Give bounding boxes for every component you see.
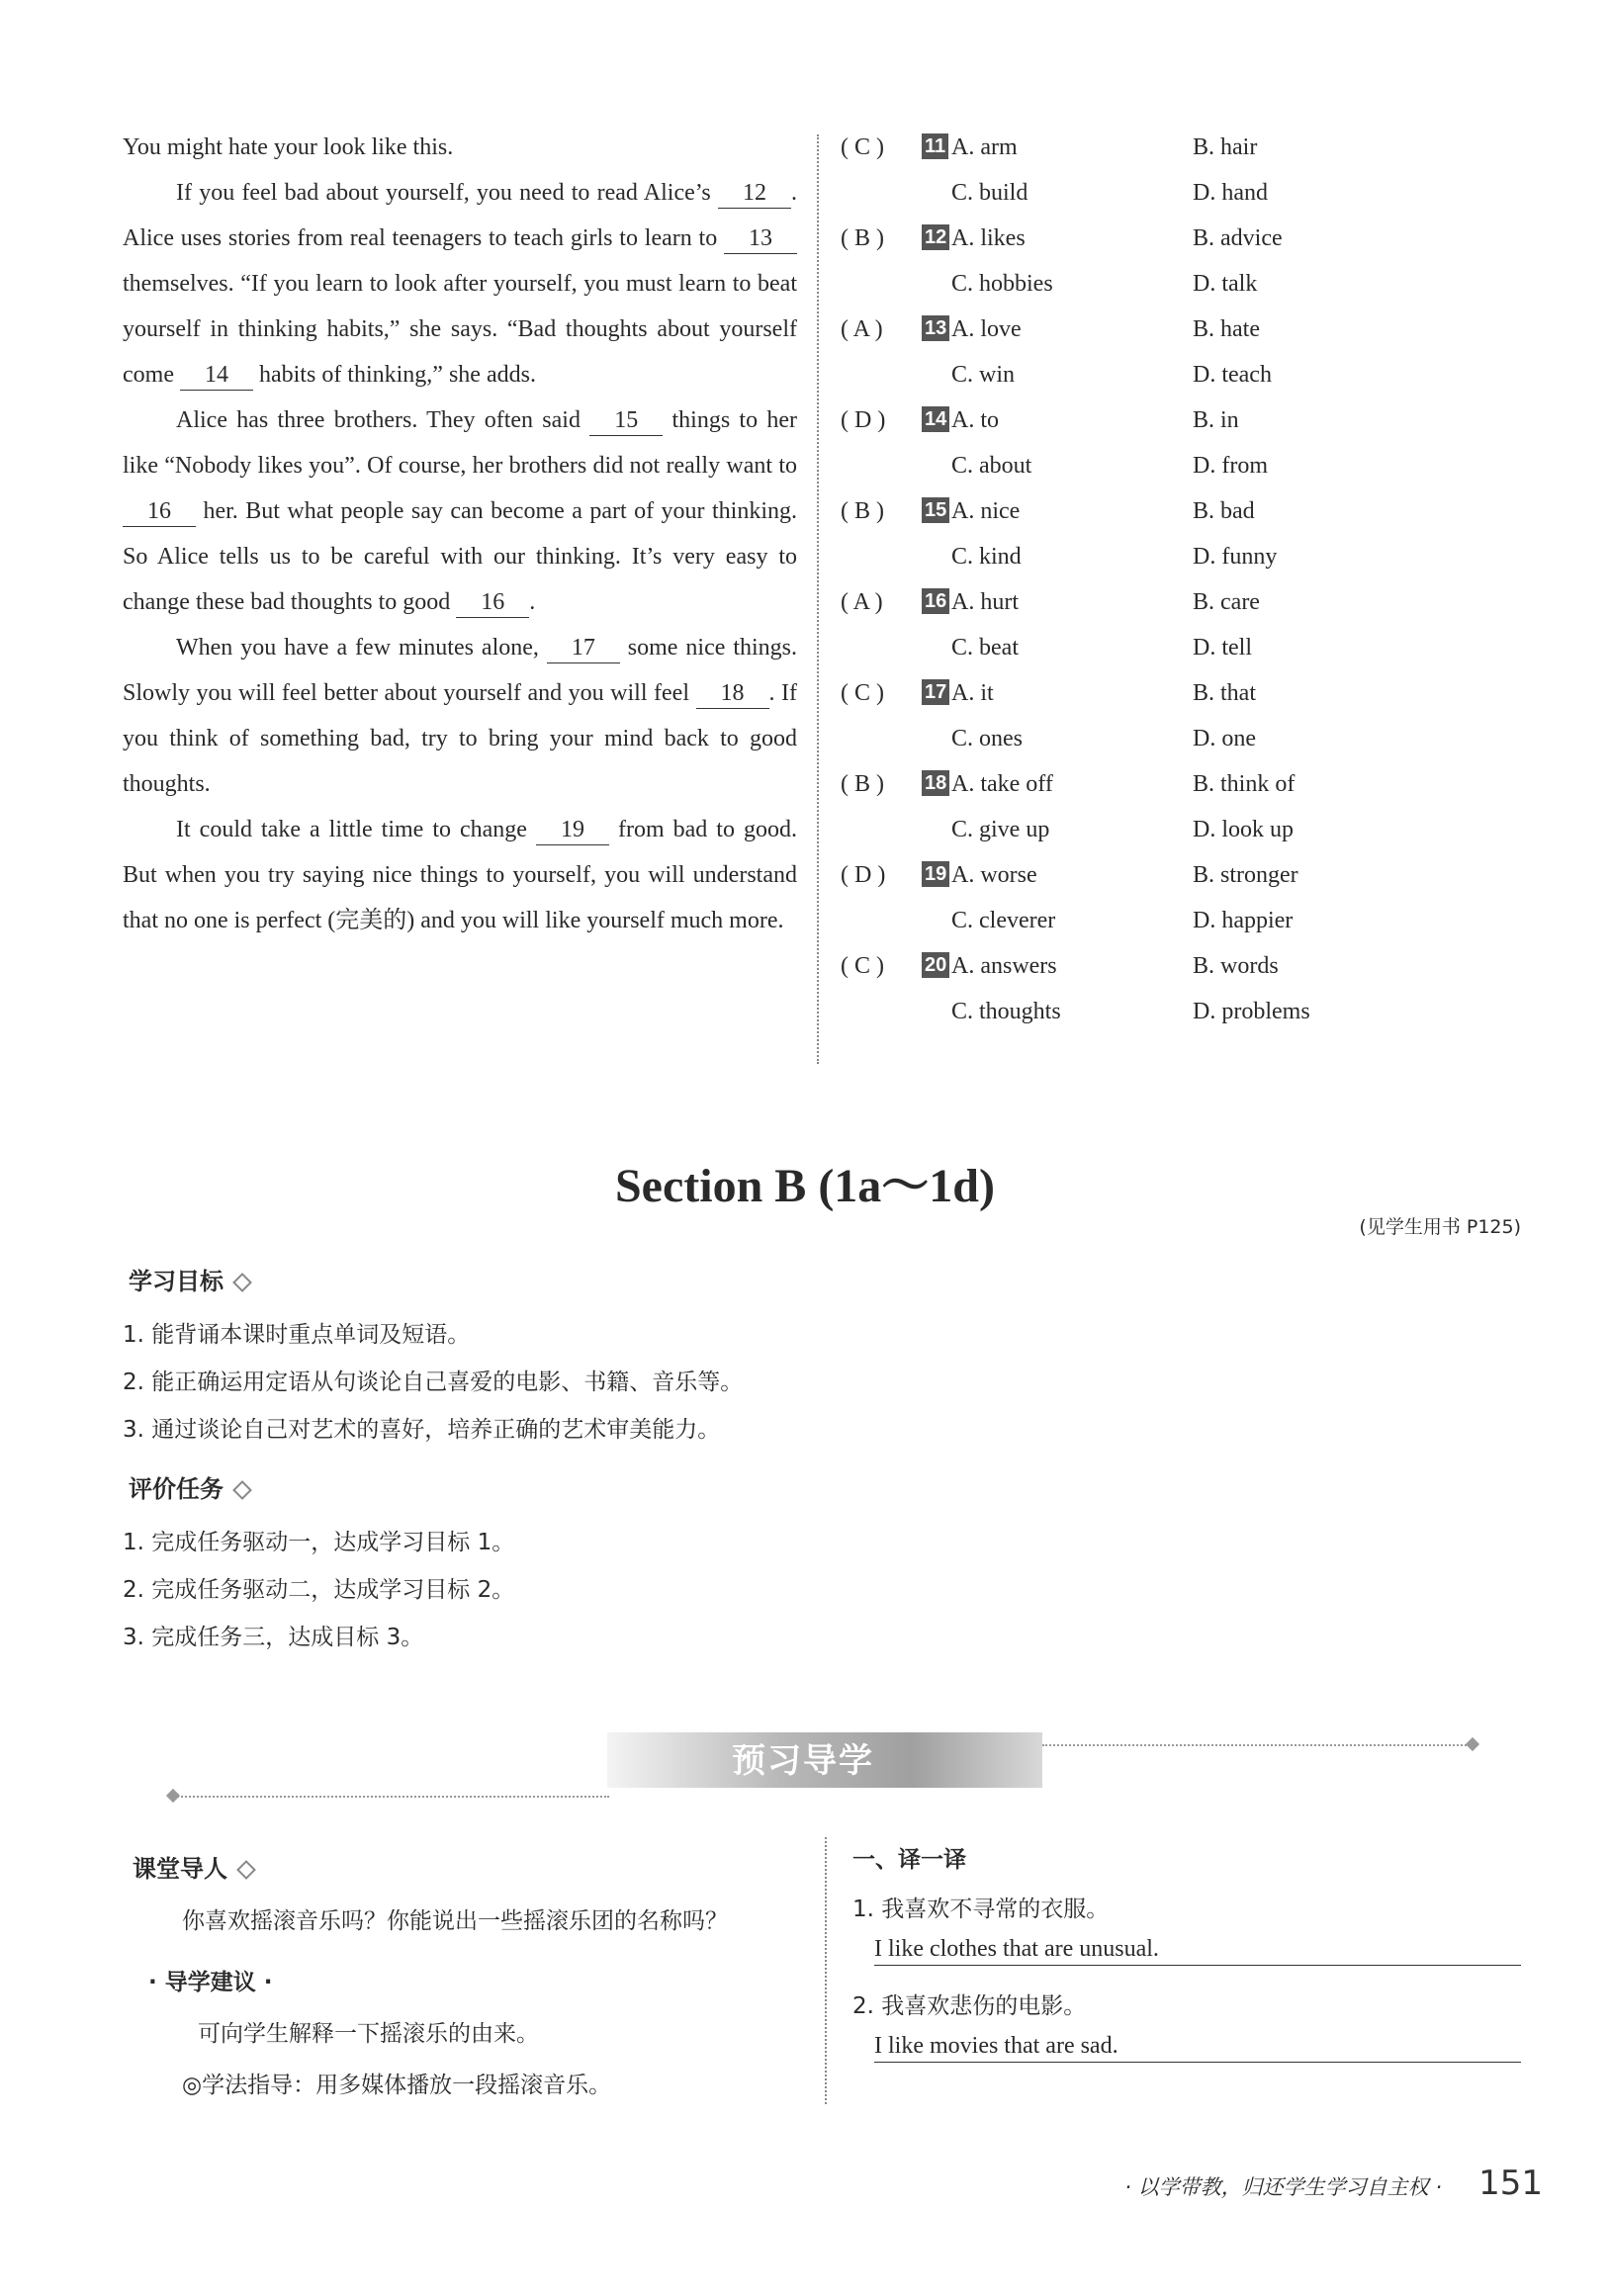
banner-line-left [174, 1796, 609, 1798]
option-b: B. in [1193, 407, 1239, 433]
question-number: 18 [922, 770, 949, 796]
blank-17: 17 [547, 633, 620, 663]
option-d: D. happier [1193, 908, 1294, 933]
passage-text: Alice has three brothers. They often said [176, 407, 581, 433]
answer: ( B ) [841, 225, 884, 251]
diamond-icon [232, 1480, 252, 1500]
passage-line: You might hate your look like this. [123, 134, 454, 160]
question-number: 20 [922, 952, 949, 978]
section-title: Section B (1a～1d) [614, 1160, 995, 1212]
option-a: A. answers [951, 953, 1057, 979]
question-16 [841, 579, 1394, 670]
question-14 [841, 397, 1394, 488]
banner-title: 预习导学 [732, 1741, 874, 1781]
option-d: D. funny [1193, 544, 1278, 570]
answer: ( A ) [841, 589, 883, 615]
answer: ( B ) [841, 771, 884, 797]
translate-heading: 一、译一译 [852, 1847, 966, 1873]
tip-text: 可向学生解释一下摇滚乐的由来。 [198, 2021, 539, 2047]
intro-question: 你喜欢摇滚音乐吗？你能说出一些摇滚乐团的名称吗？ [182, 1908, 728, 1934]
passage-text: her. But what people say can become a part of your thinking. So Alice tells us to be careful with our thinking. It’s very easy to change these bad thoughts to good [123, 498, 798, 615]
list-item: 3. 完成任务三，达成目标 3。 [123, 1625, 424, 1650]
option-c: C. thoughts [951, 999, 1061, 1024]
passage-text: When you have a few minutes alone, [176, 635, 539, 661]
question-19 [841, 852, 1394, 943]
banner-line-right [1042, 1744, 1470, 1746]
option-a: A. hurt [951, 589, 1019, 615]
banner-dot-right [1466, 1737, 1479, 1751]
passage-text: themselves. “If you learn to look after yourself, you must learn to beat yourself in thinking habits,” she says. “Bad thoughts about yourself come [123, 271, 797, 388]
option-c: C. win [951, 362, 1016, 388]
translate-answer-2 [874, 2033, 1521, 2063]
option-d: D. hand [1193, 180, 1268, 206]
option-d: D. tell [1193, 635, 1252, 661]
question-13 [841, 307, 1394, 397]
banner-dot-left [166, 1789, 180, 1803]
question-20 [841, 943, 1394, 1034]
option-a: A. to [951, 407, 999, 433]
option-a: A. love [951, 316, 1022, 342]
column-divider [817, 134, 819, 1064]
passage-text: some nice things. Slowly you will feel better about yourself and you will feel [123, 635, 797, 706]
blank-16-second: 16 [456, 587, 529, 618]
goals-heading-text: 学习目标 [129, 1268, 224, 1295]
goals-list [123, 1311, 743, 1454]
option-d: D. one [1193, 726, 1256, 751]
intro-heading [133, 1849, 253, 1884]
question-17 [841, 670, 1394, 761]
question-15 [841, 488, 1394, 579]
answer: ( D ) [841, 862, 886, 888]
option-d: D. look up [1193, 817, 1294, 842]
passage-text: habits of thinking,” she adds. [258, 362, 536, 388]
question-number: 15 [922, 497, 949, 523]
question-number: 17 [922, 679, 949, 705]
tip-heading: · 导学建议 · [148, 1970, 273, 1995]
answer: ( A ) [841, 316, 883, 342]
answer-text: I like movies that are sad. [874, 2033, 1118, 2059]
lower-divider [825, 1837, 827, 2104]
question-number: 12 [922, 224, 949, 250]
option-c: C. ones [951, 726, 1023, 751]
answer: ( C ) [841, 680, 884, 706]
list-item: 1. 完成任务驱动一，达成学习目标 1。 [123, 1530, 515, 1555]
method-text: ◎学法指导：用多媒体播放一段摇滚音乐。 [182, 2073, 612, 2098]
answer: ( C ) [841, 134, 884, 160]
answer: ( C ) [841, 953, 884, 979]
option-b: B. advice [1193, 225, 1283, 251]
question-number: 16 [922, 588, 949, 614]
question-18 [841, 761, 1394, 852]
option-b: B. that [1193, 680, 1256, 706]
cloze-passage [123, 125, 797, 943]
option-c: C. build [951, 180, 1029, 206]
option-b: B. hate [1193, 316, 1260, 342]
question-number: 11 [922, 133, 948, 159]
footer-motto: · 以学带教，归还学生学习自主权 · [1124, 2175, 1442, 2199]
diamond-icon [232, 1273, 252, 1292]
passage-text: . [529, 589, 536, 615]
page-number: 151 [1478, 2164, 1543, 2203]
passage-paragraph [123, 625, 797, 807]
answer: ( B ) [841, 498, 884, 524]
translate-q2: 2. 我喜欢悲伤的电影。 [852, 1993, 1087, 2019]
passage-text: It could take a little time to change [176, 817, 527, 842]
blank-14: 14 [180, 360, 253, 391]
blank-18: 18 [696, 678, 769, 709]
diamond-icon [236, 1860, 256, 1880]
option-b: B. hair [1193, 134, 1258, 160]
option-a: A. arm [951, 134, 1018, 160]
option-b: B. bad [1193, 498, 1255, 524]
tasks-list [123, 1519, 514, 1661]
option-b: B. care [1193, 589, 1260, 615]
blank-12: 12 [718, 178, 791, 209]
option-a: A. it [951, 680, 994, 706]
option-b: B. words [1193, 953, 1279, 979]
translate-answer-1 [874, 1936, 1521, 1966]
tasks-heading-text: 评价任务 [129, 1475, 224, 1503]
question-number: 14 [922, 406, 949, 432]
option-d: D. from [1193, 453, 1268, 479]
passage-paragraph [123, 397, 797, 625]
list-item: 1. 能背诵本课时重点单词及短语。 [123, 1322, 471, 1348]
option-a: A. take off [951, 771, 1053, 797]
student-book-reference: (见学生用书 P125) [1359, 1216, 1521, 1238]
passage-text: . Alice uses stories from real teenagers to teach girls to learn to [123, 180, 797, 251]
option-c: C. cleverer [951, 908, 1056, 933]
option-c: C. about [951, 453, 1032, 479]
option-b: B. stronger [1193, 862, 1298, 888]
blank-19: 19 [536, 815, 609, 845]
question-number: 19 [922, 861, 949, 887]
option-c: C. kind [951, 544, 1022, 570]
option-c: C. give up [951, 817, 1050, 842]
option-a: A. nice [951, 498, 1021, 524]
answer: ( D ) [841, 407, 886, 433]
goals-heading [129, 1262, 249, 1296]
tasks-heading [129, 1469, 249, 1504]
blank-16: 16 [123, 496, 196, 527]
option-d: D. teach [1193, 362, 1272, 388]
passage-paragraph [123, 807, 797, 943]
passage-text: . If you think of something bad, try to bring your mind back to good thoughts. [123, 680, 797, 797]
option-d: D. talk [1193, 271, 1258, 297]
passage-paragraph [123, 170, 797, 397]
list-item: 2. 完成任务驱动二，达成学习目标 2。 [123, 1577, 515, 1603]
option-a: A. likes [951, 225, 1026, 251]
options-column [841, 125, 1394, 1034]
option-d: D. problems [1193, 999, 1310, 1024]
question-12 [841, 216, 1394, 307]
answer-text: I like clothes that are unusual. [874, 1936, 1159, 1962]
passage-text: If you feel bad about yourself, you need to read Alice’s [176, 180, 711, 206]
blank-15: 15 [589, 405, 663, 436]
question-number: 13 [922, 315, 949, 341]
passage-text: things to her like “Nobody likes you”. Of course, her brothers did not really want to [123, 407, 798, 479]
question-11 [841, 125, 1394, 216]
blank-13: 13 [724, 223, 797, 254]
intro-heading-text: 课堂导人 [133, 1855, 227, 1883]
passage-text: from bad to good. But when you try saying nice things to yourself, you will understand that no one is perfect (完美的) and you will like yourself much more. [123, 817, 797, 933]
option-b: B. think of [1193, 771, 1296, 797]
list-item: 3. 通过谈论自己对艺术的喜好，培养正确的艺术审美能力。 [123, 1417, 721, 1443]
list-item: 2. 能正确运用定语从句谈论自己喜爱的电影、书籍、音乐等。 [123, 1369, 744, 1395]
translate-q1: 1. 我喜欢不寻常的衣服。 [852, 1897, 1110, 1922]
option-c: C. hobbies [951, 271, 1053, 297]
option-c: C. beat [951, 635, 1019, 661]
option-a: A. worse [951, 862, 1037, 888]
